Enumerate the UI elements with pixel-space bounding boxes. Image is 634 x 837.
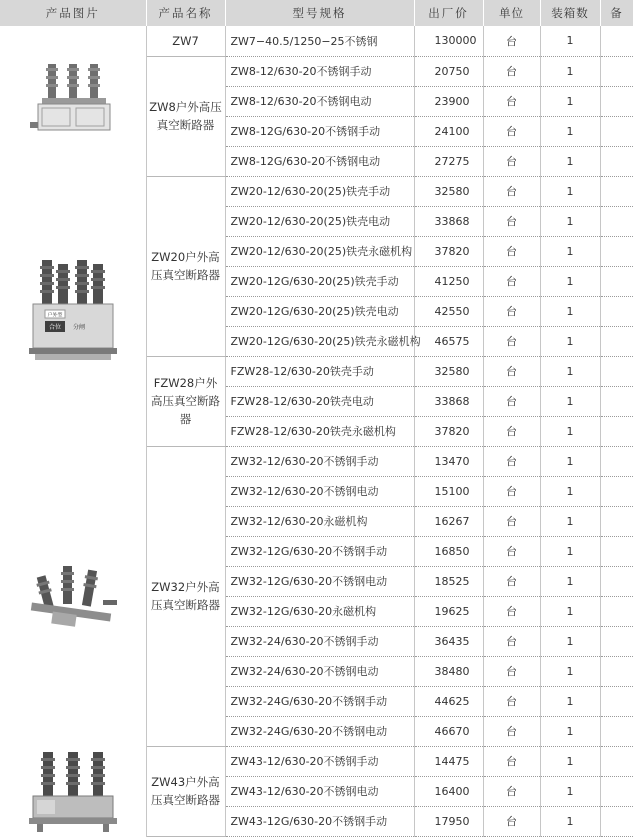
note-cell xyxy=(600,716,633,746)
qty-cell: 1 xyxy=(540,116,600,146)
model-cell: ZW43-12/630-20不锈钢电动 xyxy=(225,776,414,806)
unit-cell: 台 xyxy=(483,146,540,176)
note-cell xyxy=(600,296,633,326)
unit-cell: 台 xyxy=(483,776,540,806)
price-cell: 32580 xyxy=(414,176,483,206)
qty-cell: 1 xyxy=(540,416,600,446)
qty-cell: 1 xyxy=(540,626,600,656)
note-cell xyxy=(600,26,633,56)
qty-cell: 1 xyxy=(540,476,600,506)
unit-cell: 台 xyxy=(483,176,540,206)
unit-cell: 台 xyxy=(483,596,540,626)
price-cell: 36435 xyxy=(414,626,483,656)
price-cell: 44625 xyxy=(414,686,483,716)
qty-cell: 1 xyxy=(540,266,600,296)
unit-cell: 台 xyxy=(483,356,540,386)
price-cell: 14475 xyxy=(414,746,483,776)
product-name-zw7: ZW7 xyxy=(146,26,225,56)
note-cell xyxy=(600,116,633,146)
note-cell xyxy=(600,476,633,506)
qty-cell: 1 xyxy=(540,206,600,236)
price-cell: 24100 xyxy=(414,116,483,146)
table-row xyxy=(0,176,633,206)
product-name-zw8: ZW8户外高压真空断路器 xyxy=(146,56,225,176)
note-cell xyxy=(600,416,633,446)
unit-cell: 台 xyxy=(483,206,540,236)
qty-cell: 1 xyxy=(540,326,600,356)
price-cell: 32580 xyxy=(414,356,483,386)
note-cell xyxy=(600,176,633,206)
note-cell xyxy=(600,806,633,836)
product-name-fzw28: FZW28户外高压真空断路器 xyxy=(146,356,225,446)
table-row xyxy=(0,446,633,476)
price-cell: 42550 xyxy=(414,296,483,326)
model-cell: ZW20-12/630-20(25)铁壳电动 xyxy=(225,206,414,236)
model-cell: ZW8-12G/630-20不锈钢电动 xyxy=(225,146,414,176)
unit-cell: 台 xyxy=(483,716,540,746)
price-cell: 20750 xyxy=(414,56,483,86)
qty-cell: 1 xyxy=(540,536,600,566)
model-cell: ZW20-12G/630-20(25)铁壳永磁机构 xyxy=(225,326,414,356)
photo-zw32 xyxy=(0,446,146,746)
note-cell xyxy=(600,326,633,356)
note-cell xyxy=(600,86,633,116)
unit-cell: 台 xyxy=(483,116,540,146)
qty-cell: 1 xyxy=(540,56,600,86)
table-row xyxy=(0,26,633,56)
qty-cell: 1 xyxy=(540,506,600,536)
qty-cell: 1 xyxy=(540,446,600,476)
breaker-zw32-image xyxy=(23,556,123,636)
price-cell: 46575 xyxy=(414,326,483,356)
note-cell xyxy=(600,206,633,236)
header-unit: 单位 xyxy=(483,0,540,26)
model-cell: ZW32-24/630-20不锈钢手动 xyxy=(225,626,414,656)
note-cell xyxy=(600,236,633,266)
qty-cell: 1 xyxy=(540,716,600,746)
qty-cell: 1 xyxy=(540,356,600,386)
model-cell: FZW28-12/630-20铁壳永磁机构 xyxy=(225,416,414,446)
photo-zw20 xyxy=(0,176,146,446)
header-name: 产品名称 xyxy=(146,0,225,26)
qty-cell: 1 xyxy=(540,86,600,116)
model-cell: ZW32-24G/630-20不锈钢手动 xyxy=(225,686,414,716)
note-cell xyxy=(600,506,633,536)
note-cell xyxy=(600,266,633,296)
price-cell: 19625 xyxy=(414,596,483,626)
product-name-zw20: ZW20户外高压真空断路器 xyxy=(146,176,225,356)
unit-cell: 台 xyxy=(483,26,540,56)
model-cell: ZW8-12G/630-20不锈钢手动 xyxy=(225,116,414,146)
model-cell: ZW32-24/630-20不锈钢电动 xyxy=(225,656,414,686)
model-cell: ZW43-12G/630-20不锈钢手动 xyxy=(225,806,414,836)
header-model: 型号规格 xyxy=(225,0,414,26)
header-image: 产品图片 xyxy=(0,0,146,26)
price-cell: 23900 xyxy=(414,86,483,116)
unit-cell: 台 xyxy=(483,536,540,566)
note-cell xyxy=(600,56,633,86)
model-cell: ZW20-12/630-20(25)铁壳手动 xyxy=(225,176,414,206)
price-cell: 37820 xyxy=(414,416,483,446)
panel-label-right: 分闸 xyxy=(72,324,85,331)
model-cell: ZW32-12/630-20不锈钢电动 xyxy=(225,476,414,506)
note-cell xyxy=(600,146,633,176)
price-cell: 33868 xyxy=(414,206,483,236)
header-extra: 备 xyxy=(600,0,633,26)
price-cell: 16850 xyxy=(414,536,483,566)
table-row xyxy=(0,746,633,776)
qty-cell: 1 xyxy=(540,596,600,626)
price-cell: 17950 xyxy=(414,806,483,836)
note-cell xyxy=(600,536,633,566)
unit-cell: 台 xyxy=(483,506,540,536)
price-cell: 38480 xyxy=(414,656,483,686)
price-cell: 16400 xyxy=(414,776,483,806)
unit-cell: 台 xyxy=(483,476,540,506)
unit-cell: 台 xyxy=(483,656,540,686)
qty-cell: 1 xyxy=(540,686,600,716)
unit-cell: 台 xyxy=(483,296,540,326)
photo-zw8 xyxy=(0,26,146,176)
qty-cell: 1 xyxy=(540,176,600,206)
price-cell: 130000 xyxy=(414,26,483,56)
model-cell: FZW28-12/630-20铁壳电动 xyxy=(225,386,414,416)
unit-cell: 台 xyxy=(483,686,540,716)
qty-cell: 1 xyxy=(540,776,600,806)
note-cell xyxy=(600,746,633,776)
note-cell xyxy=(600,656,633,686)
note-cell xyxy=(600,776,633,806)
qty-cell: 1 xyxy=(540,146,600,176)
price-cell: 33868 xyxy=(414,386,483,416)
qty-cell: 1 xyxy=(540,296,600,326)
unit-cell: 台 xyxy=(483,236,540,266)
price-cell: 18525 xyxy=(414,566,483,596)
price-cell: 16267 xyxy=(414,506,483,536)
model-cell: ZW43-12/630-20不锈钢手动 xyxy=(225,746,414,776)
price-cell: 46670 xyxy=(414,716,483,746)
model-cell: ZW32-12/630-20永磁机构 xyxy=(225,506,414,536)
price-cell: 15100 xyxy=(414,476,483,506)
note-cell xyxy=(600,566,633,596)
header-price: 出厂价 xyxy=(414,0,483,26)
panel-label-left: 合位 xyxy=(48,324,61,331)
qty-cell: 1 xyxy=(540,746,600,776)
unit-cell: 台 xyxy=(483,86,540,116)
model-cell: ZW32-12/630-20不锈钢手动 xyxy=(225,446,414,476)
model-cell: ZW20-12G/630-20(25)铁壳手动 xyxy=(225,266,414,296)
model-cell: ZW20-12G/630-20(25)铁壳电动 xyxy=(225,296,414,326)
qty-cell: 1 xyxy=(540,806,600,836)
note-cell xyxy=(600,626,633,656)
qty-cell: 1 xyxy=(540,26,600,56)
unit-cell: 台 xyxy=(483,386,540,416)
note-cell xyxy=(600,356,633,386)
price-cell: 41250 xyxy=(414,266,483,296)
product-name-zw43: ZW43户外高压真空断路器 xyxy=(146,746,225,836)
unit-cell: 台 xyxy=(483,326,540,356)
breaker-zw20-image xyxy=(25,256,121,366)
photo-zw43 xyxy=(0,746,146,836)
model-cell: ZW32-12G/630-20不锈钢手动 xyxy=(225,536,414,566)
qty-cell: 1 xyxy=(540,566,600,596)
panel-label-top: 户外型 xyxy=(47,312,63,319)
breaker-zw8-image xyxy=(28,56,118,146)
model-cell: FZW28-12/630-20铁壳手动 xyxy=(225,356,414,386)
model-cell: ZW32-12G/630-20永磁机构 xyxy=(225,596,414,626)
model-cell: ZW7−40.5/1250−25不锈钢 xyxy=(225,26,414,56)
price-cell: 37820 xyxy=(414,236,483,266)
header-qty: 装箱数 xyxy=(540,0,600,26)
product-name-zw32: ZW32户外高压真空断路器 xyxy=(146,446,225,746)
note-cell xyxy=(600,596,633,626)
qty-cell: 1 xyxy=(540,236,600,266)
unit-cell: 台 xyxy=(483,806,540,836)
model-cell: ZW32-24G/630-20不锈钢电动 xyxy=(225,716,414,746)
price-cell: 13470 xyxy=(414,446,483,476)
model-cell: ZW32-12G/630-20不锈钢电动 xyxy=(225,566,414,596)
note-cell xyxy=(600,386,633,416)
unit-cell: 台 xyxy=(483,416,540,446)
unit-cell: 台 xyxy=(483,266,540,296)
model-cell: ZW8-12/630-20不锈钢电动 xyxy=(225,86,414,116)
unit-cell: 台 xyxy=(483,626,540,656)
note-cell xyxy=(600,686,633,716)
breaker-zw43-image xyxy=(23,748,123,834)
unit-cell: 台 xyxy=(483,446,540,476)
model-cell: ZW8-12/630-20不锈钢手动 xyxy=(225,56,414,86)
unit-cell: 台 xyxy=(483,56,540,86)
table-header xyxy=(0,0,633,26)
qty-cell: 1 xyxy=(540,386,600,416)
qty-cell: 1 xyxy=(540,656,600,686)
unit-cell: 台 xyxy=(483,746,540,776)
price-cell: 27275 xyxy=(414,146,483,176)
note-cell xyxy=(600,446,633,476)
unit-cell: 台 xyxy=(483,566,540,596)
model-cell: ZW20-12/630-20(25)铁壳永磁机构 xyxy=(225,236,414,266)
